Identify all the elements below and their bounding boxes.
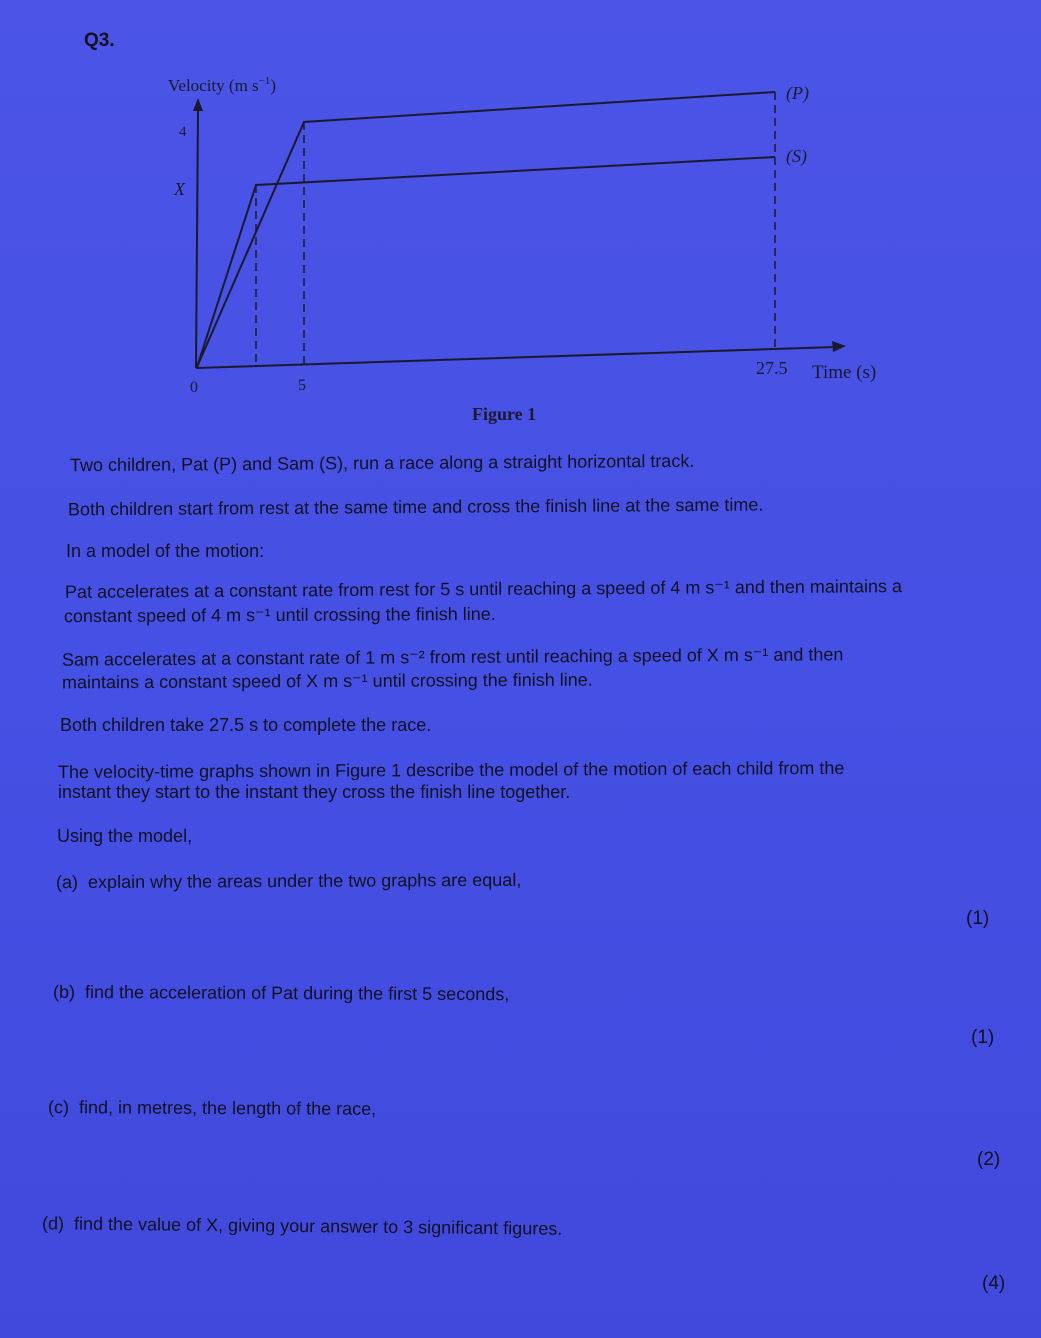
series-p-line [197,92,775,367]
series-s-line [197,157,775,367]
part-c-text: find, in metres, the length of the race, [78,1097,377,1119]
y-axis-arrow-icon [193,98,203,111]
both-start-text: Both children start from rest at the same time and cross the finish line at the same time. [67,494,764,520]
sam-text-line2: maintains a constant speed of X m s⁻¹ until crossing the finish line. [61,669,593,693]
intro-text: Two children, Pat (P) and Sam (S), run a race along a straight horizontal track. [69,450,695,476]
graphs-text-line2: instant they start to the instant they cross the finish line together. [58,782,571,802]
y-axis [196,108,198,368]
graphs-text-line1: The velocity-time graphs shown in Figure 1 describe the model of the motion of each child from the [57,757,845,783]
part-b-label: (b) [52,981,76,1002]
part-c [48,1096,376,1120]
y-tick-4: 4 [179,124,187,140]
part-d-text: find the value of X, giving your answer to 3 significant figures. [73,1213,563,1239]
part-a [56,869,521,893]
part-c-marks: (2) [977,1149,1001,1170]
sam-text-line1: Sam accelerates at a constant rate of 1 m s⁻² from rest until reaching a speed of X m s⁻¹ and then [61,644,844,670]
series-s-label: (S) [786,146,807,166]
part-d [42,1212,562,1239]
series-p-label: (P) [786,83,809,103]
part-c-label: (c) [47,1097,70,1118]
pat-text-line1: Pat accelerates at a constant rate from rest for 5 s until reaching a speed of 4 m s⁻¹ and then maintains a [64,576,903,602]
y-axis-label: Velocity (m $s^{-1}$) [168,75,277,95]
part-b-text: find the acceleration of Pat during the first 5 seconds, [84,981,510,1005]
y-tick-x: X [174,179,185,199]
part-a-marks: (1) [966,908,990,929]
part-b-marks: (1) [971,1027,995,1048]
question-number: Q3. [84,30,115,51]
figure-caption: Figure 1 [472,404,537,424]
part-d-label: (d) [41,1213,65,1234]
x-tick-5: 5 [298,377,306,394]
part-b [53,981,509,1005]
x-axis-arrow-icon [832,341,846,352]
part-d-marks: (4) [982,1273,1006,1294]
both-take-text: Both children take 27.5 s to complete the race. [60,715,432,735]
part-a-label: (a) [55,872,79,893]
x-tick-27-5: 27.5 [756,358,788,378]
model-intro-text: In a model of the motion: [66,541,265,561]
using-model-text: Using the model, [57,826,193,846]
x-axis [196,347,836,368]
x-axis-label: Time (s) [812,362,877,383]
x-tick-0: 0 [190,379,198,396]
velocity-time-graph [0,0,1041,440]
pat-text-line2: constant speed of 4 m s⁻¹ until crossing the finish line. [63,603,496,627]
part-a-text: explain why the areas under the two graphs are equal, [87,869,522,893]
